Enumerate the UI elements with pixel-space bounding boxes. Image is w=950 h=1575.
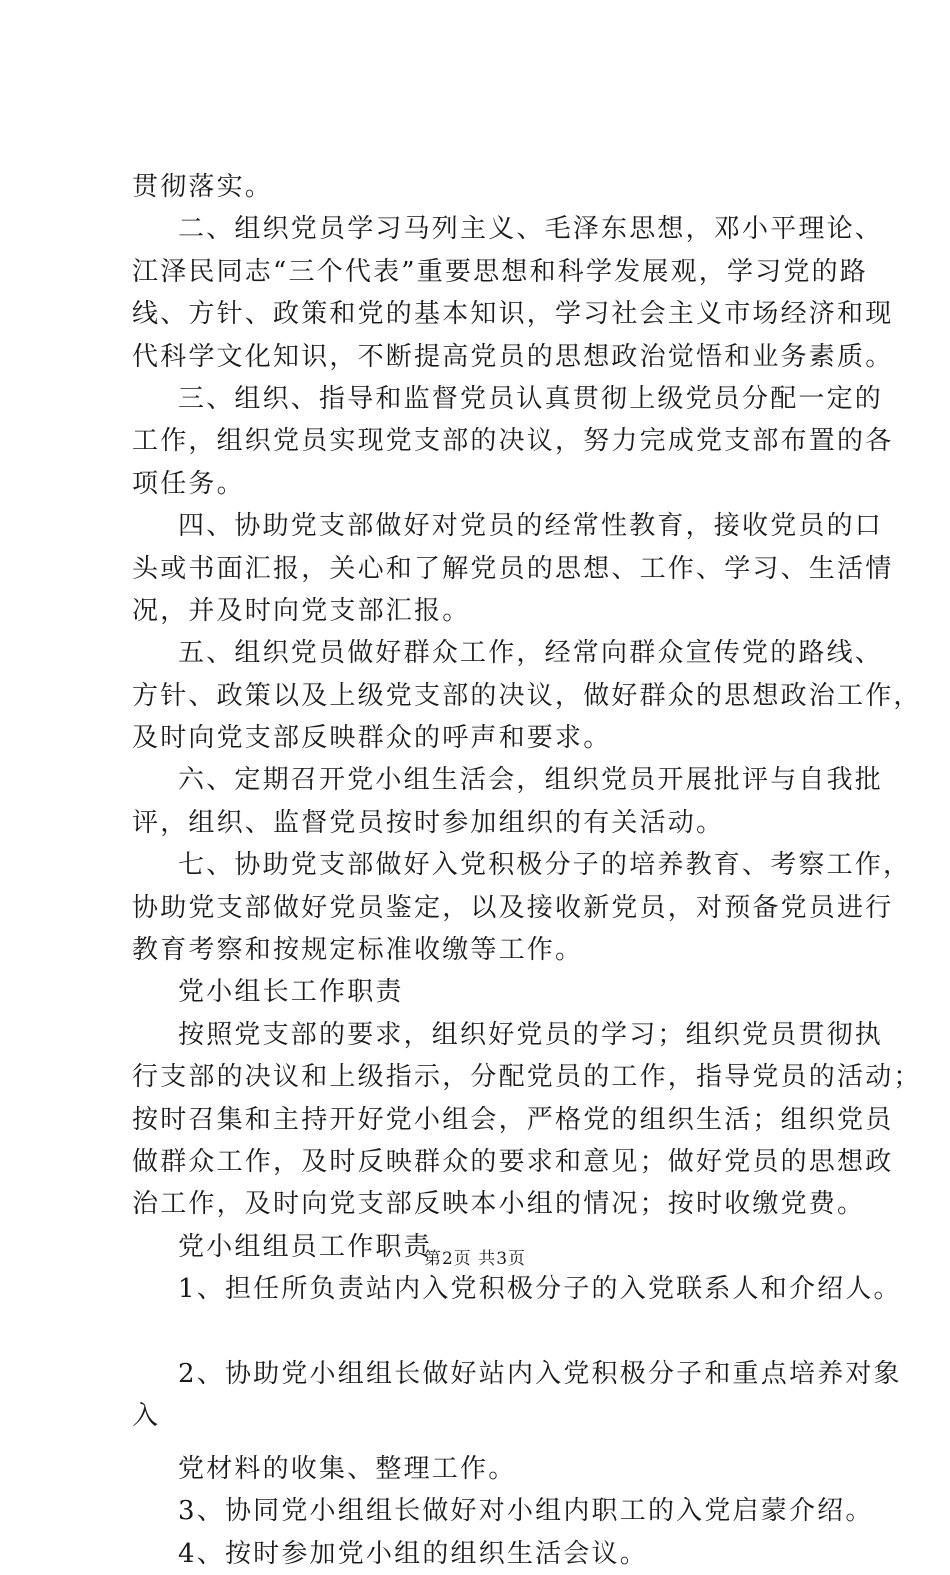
text-line: 头或书面汇报，关心和了解党员的思想、工作、学习、生活情 — [132, 553, 894, 584]
text-line: 江泽民同志“三个代表”重要思想和科学发展观，学习党的路 — [132, 256, 868, 287]
paragraph-item-2: 二、组织党员学习马列主义、毛泽东思想，邓小平理论、 — [178, 214, 884, 245]
section-heading-group-leader: 党小组长工作职责 — [178, 977, 404, 1008]
text-line: 方针、政策以及上级党支部的决议，做好群众的思想政治工作， — [132, 680, 922, 711]
text-line: 贯彻落实。 — [132, 172, 274, 202]
member-duty-item-2: 2、协助党小组组长做好站内入党积极分子和重点培养对象 — [178, 1358, 902, 1389]
member-duty-item-1: 1、担任所负责站内入党积极分子的入党联系人和介绍人。 — [178, 1274, 902, 1305]
section-heading-group-member: 党小组组员工作职责 — [178, 1231, 432, 1262]
text-line: 教育考察和按规定标准收缴等工作。 — [132, 935, 584, 966]
text-line: 况，并及时向党支部汇报。 — [132, 595, 471, 626]
text-line: 代科学文化知识，不断提高党员的思想政治觉悟和业务素质。 — [132, 341, 894, 372]
paragraph-item-4: 四、协助党支部做好对党员的经常性教育，接收党员的口 — [178, 511, 884, 542]
paragraph-item-6: 六、定期召开党小组生活会，组织党员开展批评与自我批 — [178, 765, 884, 796]
blank-line — [132, 1311, 844, 1353]
member-duty-item-3: 3、协同党小组组长做好对小组内职工的入党启蒙介绍。 — [178, 1496, 874, 1527]
page-footer: 第2页 共3页 — [423, 1249, 527, 1269]
text-line: 线、方针、政策和党的基本知识，学习社会主义市场经济和现 — [132, 299, 894, 330]
text-line: 评，组织、监督党员按时参加组织的有关活动。 — [132, 807, 725, 838]
paragraph-item-5: 五、组织党员做好群众工作，经常向群众宣传党的路线、 — [178, 638, 884, 669]
member-duty-item-4: 4、按时参加党小组的组织生活会议。 — [178, 1538, 648, 1569]
text-line: 做群众工作，及时反映群众的要求和意见；做好党员的思想政 — [132, 1146, 894, 1177]
text-line: 党材料的收集、整理工作。 — [178, 1453, 517, 1484]
text-line: 入 — [132, 1401, 161, 1432]
text-line: 项任务。 — [132, 468, 245, 499]
document-body — [132, 166, 922, 1575]
paragraph-group-leader: 按照党支部的要求，组织好党员的学习；组织党员贯彻执 — [178, 1019, 884, 1050]
text-line: 及时向党支部反映群众的呼声和要求。 — [132, 723, 612, 754]
paragraph-item-7: 七、协助党支部做好入党积极分子的培养教育、考察工作， — [178, 850, 912, 881]
text-line: 治工作，及时向党支部反映本小组的情况；按时收缴党费。 — [132, 1189, 866, 1220]
paragraph-item-3: 三、组织、指导和监督党员认真贯彻上级党员分配一定的 — [178, 383, 884, 414]
blank-line — [132, 1438, 844, 1448]
text-line: 按时召集和主持开好党小组会，严格党的组织生活；组织党员 — [132, 1104, 894, 1135]
text-line: 工作，组织党员实现党支部的决议，努力完成党支部布置的各 — [132, 426, 894, 457]
text-line: 协助党支部做好党员鉴定，以及接收新党员，对预备党员进行 — [132, 892, 894, 923]
text-line: 行支部的决议和上级指示，分配党员的工作，指导党员的活动； — [132, 1062, 922, 1093]
